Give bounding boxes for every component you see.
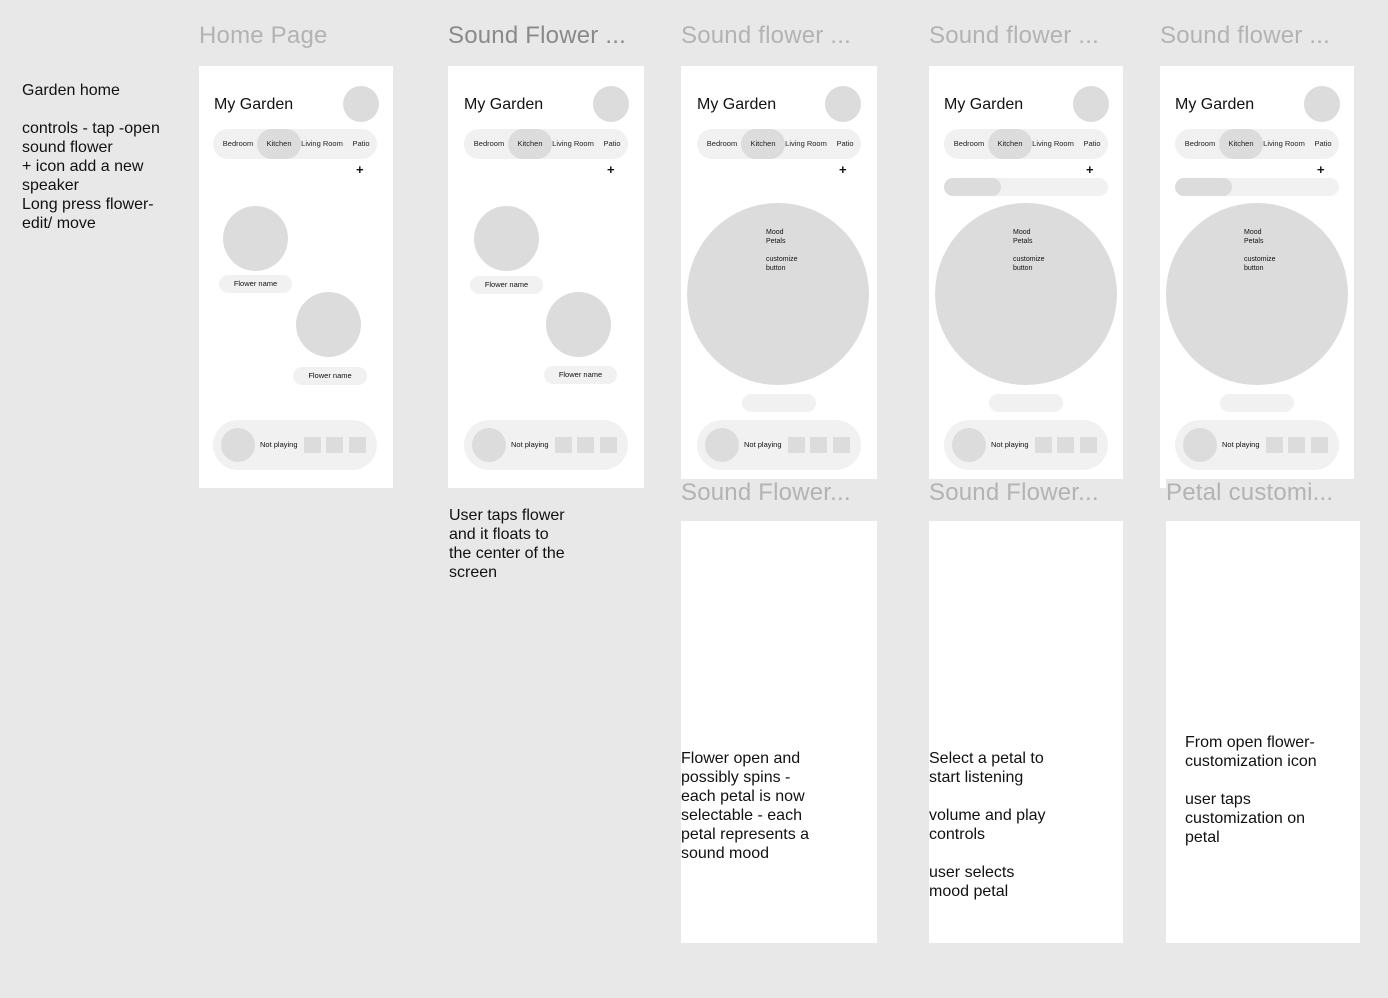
room-tabs [944,129,1108,159]
player-status: Not playing [1222,440,1260,449]
frame-title-home-page: Home Page [199,22,328,49]
tab-bedroom[interactable]: Bedroom [222,139,254,148]
customize-button[interactable]: customize button [766,256,798,272]
player-status: Not playing [511,440,549,449]
page-title: My Garden [944,96,1024,113]
next-control[interactable] [833,437,850,453]
play-control[interactable] [1057,437,1074,453]
flower-name-label-1: Flower name [470,276,543,294]
next-control[interactable] [349,437,366,453]
play-control[interactable] [810,437,827,453]
frame-title-sound-flower-3: Sound flower ... [681,22,851,49]
play-control[interactable] [1288,437,1305,453]
tab-kitchen[interactable]: Kitchen [988,129,1032,159]
tab-living-room[interactable]: Living Room [552,139,594,148]
customize-button[interactable]: customize button [1244,256,1276,272]
tab-patio[interactable]: Patio [836,139,854,148]
volume-level [1175,178,1232,196]
tab-kitchen[interactable]: Kitchen [1219,129,1263,159]
album-art [1183,428,1217,462]
album-art [705,428,739,462]
player-status: Not playing [991,440,1029,449]
avatar[interactable] [343,86,379,122]
prev-control[interactable] [1035,437,1052,453]
avatar[interactable] [825,86,861,122]
tab-patio[interactable]: Patio [1314,139,1332,148]
flower-name-label [742,394,816,412]
page-title: My Garden [697,96,777,113]
frame-title-sound-flower-4: Sound flower ... [929,22,1099,49]
tab-patio[interactable]: Patio [603,139,621,148]
add-speaker-button[interactable]: + [607,162,615,177]
volume-slider[interactable] [944,178,1108,196]
prev-control[interactable] [1266,437,1283,453]
avatar[interactable] [593,86,629,122]
player-bar [213,420,377,470]
note-select-petal: Select a petal to start listening volume and play controls user selects mood petal [929,750,1046,900]
tab-living-room[interactable]: Living Room [301,139,343,148]
flower-1[interactable] [474,206,539,271]
next-control[interactable] [1311,437,1328,453]
flower-name-label-2: Flower name [544,366,617,384]
player-bar [944,420,1108,470]
page-title: My Garden [464,96,544,113]
next-control[interactable] [1080,437,1097,453]
tab-bedroom[interactable]: Bedroom [473,139,505,148]
sound-flower-customize-frame [1160,66,1354,488]
tab-patio[interactable]: Patio [352,139,370,148]
player-bar [1175,420,1339,470]
room-tabs [1175,129,1339,159]
flower-name-label [1220,394,1294,412]
tab-kitchen[interactable]: Kitchen [508,129,552,159]
sound-flower-float-frame [448,66,644,488]
avatar[interactable] [1073,86,1109,122]
note-float: User taps flower and it floats to the center of the screen [449,507,565,581]
room-tabs [213,129,377,159]
customize-button[interactable]: customize button [1013,256,1045,272]
tab-bedroom[interactable]: Bedroom [953,139,985,148]
next-control[interactable] [600,437,617,453]
add-speaker-button[interactable]: + [1086,162,1094,177]
mood-petals-label: Mood Petals [1013,229,1033,245]
flower-name-label-1: Flower name [219,275,292,293]
frame-title-sound-flower-open: Sound Flower... [681,479,877,507]
prev-control[interactable] [304,437,321,453]
frame-title-sound-flower-float: Sound Flower ... [448,22,626,49]
room-tabs [464,129,628,159]
tab-kitchen[interactable]: Kitchen [257,129,301,159]
flower-2[interactable] [546,292,611,357]
album-art [952,428,986,462]
mood-petals-label: Mood Petals [766,229,786,245]
add-speaker-button[interactable]: + [1317,162,1325,177]
player-status: Not playing [260,440,298,449]
add-speaker-button[interactable]: + [356,162,364,177]
sound-flower-centered-frame [681,66,877,488]
page-title: My Garden [214,96,294,113]
tab-living-room[interactable]: Living Room [785,139,827,148]
add-speaker-button[interactable]: + [839,162,847,177]
home-page-frame [199,66,393,488]
player-bar [697,420,861,470]
player-status: Not playing [744,440,782,449]
flower-name-label-2: Flower name [293,367,367,385]
frame-title-sound-flower-petal: Sound Flower... [929,479,1123,507]
note-flower-open: Flower open and possibly spins - each petal is now selectable - each petal represents a sound mood [681,750,810,862]
flower-2[interactable] [296,292,361,357]
note-petal-customization: From open flower- customization icon user taps customization on petal [1185,734,1317,846]
tab-bedroom[interactable]: Bedroom [1184,139,1216,148]
frame-title-petal-customization: Petal customi... [1166,479,1360,507]
prev-control[interactable] [788,437,805,453]
prev-control[interactable] [555,437,572,453]
play-control[interactable] [326,437,343,453]
volume-level [944,178,1001,196]
petal-customization-frame [1166,521,1360,943]
sound-flower-open-frame [681,521,877,943]
room-tabs [697,129,861,159]
album-art [221,428,255,462]
garden-home-note: Garden home controls - tap -open sound flower + icon add a new speaker Long press flower- edit/ move [22,82,160,232]
flower-1[interactable] [223,206,288,271]
page-title: My Garden [1175,96,1255,113]
sound-flower-volume-frame [929,66,1123,488]
tab-living-room[interactable]: Living Room [1032,139,1074,148]
player-bar [464,420,628,470]
avatar[interactable] [1304,86,1340,122]
album-art [472,428,506,462]
mood-petals-label: Mood Petals [1244,229,1264,245]
tab-living-room[interactable]: Living Room [1263,139,1305,148]
tab-bedroom[interactable]: Bedroom [706,139,738,148]
play-control[interactable] [577,437,594,453]
tab-kitchen[interactable]: Kitchen [741,129,785,159]
frame-title-sound-flower-5: Sound flower ... [1160,22,1330,49]
tab-patio[interactable]: Patio [1083,139,1101,148]
volume-slider[interactable] [1175,178,1339,196]
flower-name-label [989,394,1063,412]
